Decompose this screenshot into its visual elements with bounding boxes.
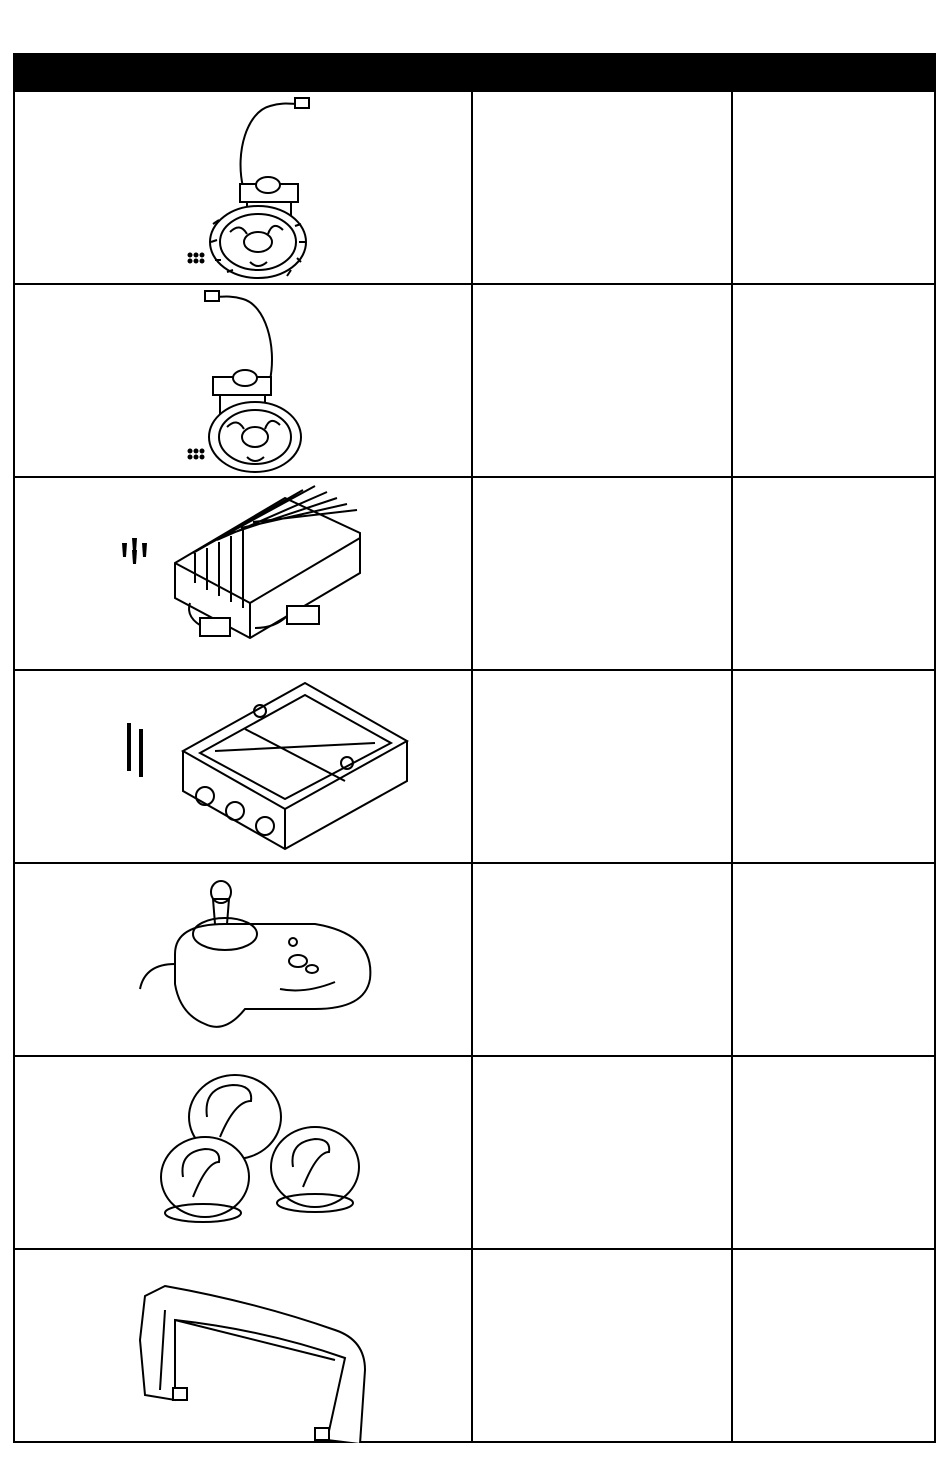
description-cell	[473, 285, 733, 476]
quantity-cell	[733, 92, 934, 283]
quantity-cell	[733, 864, 934, 1055]
description-cell	[473, 478, 733, 669]
description-cell	[473, 864, 733, 1055]
quantity-cell	[733, 1057, 934, 1248]
handle-icon	[15, 1250, 471, 1443]
description-cell	[473, 1250, 733, 1443]
quantity-cell	[733, 478, 934, 669]
parts-table	[13, 53, 936, 1443]
quantity-cell	[733, 671, 934, 862]
table-row	[15, 1057, 934, 1250]
screws-icon	[127, 723, 143, 777]
part-image-cell	[15, 864, 473, 1055]
heatsink-icon	[15, 478, 471, 671]
table-header	[15, 55, 934, 92]
table-body	[15, 92, 934, 1441]
caps-icon	[15, 1057, 471, 1250]
module-box-icon	[15, 671, 471, 864]
motor-wheel-icon	[15, 92, 471, 285]
table-row	[15, 1250, 934, 1443]
table-row	[15, 92, 934, 285]
table-row	[15, 864, 934, 1057]
description-cell	[473, 92, 733, 283]
part-image-cell	[15, 92, 473, 283]
part-image-cell	[15, 1057, 473, 1248]
table-row	[15, 285, 934, 478]
part-image-cell	[15, 671, 473, 862]
joystick-icon	[15, 864, 471, 1057]
part-image-cell	[15, 285, 473, 476]
part-image-cell	[15, 1250, 473, 1443]
description-cell	[473, 671, 733, 862]
quantity-cell	[733, 285, 934, 476]
quantity-cell	[733, 1250, 934, 1443]
table-row	[15, 478, 934, 671]
screws-icon	[188, 449, 205, 460]
part-image-cell	[15, 478, 473, 669]
motor-wheel-icon	[15, 285, 471, 478]
table-row	[15, 671, 934, 864]
description-cell	[473, 1057, 733, 1248]
screws-icon	[122, 538, 147, 564]
table-header-text	[15, 65, 25, 81]
screws-icon	[188, 253, 205, 264]
